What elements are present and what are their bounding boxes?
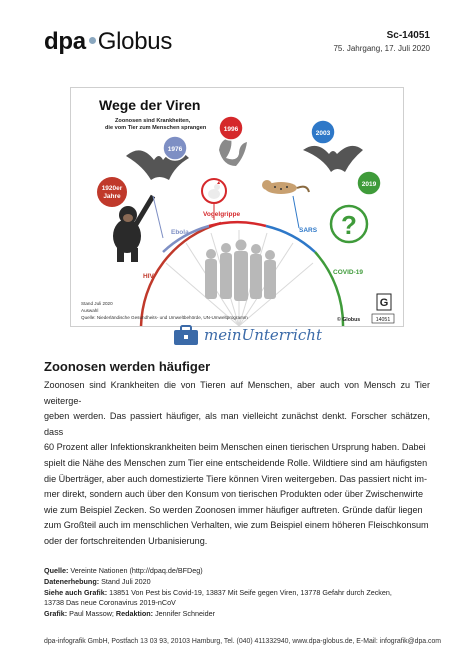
redaktion-label: Redaktion: — [115, 609, 154, 619]
daten-label: Datenerhebung: — [44, 576, 100, 586]
logo-globus: Globus — [97, 28, 173, 55]
briefcase-icon — [172, 323, 200, 347]
daten-value: Stand Juli 2020 — [101, 576, 151, 586]
article-line: zum Großteil auch im menschlichen Verhalten, wie zum Beispiel einem höheren Fleischkonsum — [44, 520, 429, 531]
graphic-auswahl: Auswahl — [81, 308, 99, 313]
unknown-mark: ? — [341, 210, 357, 240]
article-title: Zoonosen werden häufiger — [44, 359, 211, 374]
grafik-value: Paul Massow; — [69, 609, 114, 619]
source-siehe-2: 13738 Das neue Coronavirus 2019-nCoV — [44, 598, 176, 608]
label-sars: SARS — [299, 227, 318, 234]
source-siehe — [44, 588, 444, 599]
graphic-stand: Stand Juli 2020 — [81, 301, 113, 306]
globus-credit: © Globus — [337, 317, 361, 323]
year-1920-jahre: Jahre — [103, 193, 121, 200]
article-line: spielt die Nähe des Menschen zum Tier eine entscheidende Rolle. Wildtiere sind am häufigsten — [44, 457, 428, 468]
article-line: geben werden. Das passiert häufiger, als man vielleicht zunächst denkt. Forscher schätzen, dass — [44, 411, 430, 437]
article-line: mer direkt, sondern auch über den Konsum von tierischen Produkten oder über Zwischenwirte — [44, 489, 424, 500]
badge-1920 — [97, 177, 127, 207]
graphic-title: Wege der Viren — [99, 97, 201, 113]
connector-sars — [293, 196, 299, 228]
chimpanzee-icon — [113, 196, 153, 262]
article-line: oder der fortschreitenden Urbanisierung. — [44, 535, 208, 546]
watermark-text: meinUnterricht — [204, 326, 322, 344]
edition-date: 75. Jahrgang, 17. Juli 2020 — [333, 44, 430, 53]
globus-g-icon: G — [379, 297, 389, 309]
article-line: die Überträger, aber auch domestizierte Tiere können Viren weitergeben. Das passiert nicht im- — [44, 473, 427, 484]
watermark — [168, 322, 322, 348]
source-datenerhebung — [44, 577, 444, 588]
logo-dpa: dpa — [44, 28, 86, 55]
dpa-globus-logo — [44, 28, 172, 56]
connector-ebola — [153, 196, 163, 238]
year-1976: 1976 — [167, 146, 183, 153]
article-body — [44, 378, 430, 550]
year-1996: 1996 — [223, 126, 239, 133]
quelle-label: Quelle: — [44, 566, 69, 575]
document-code: Sc-14051 — [386, 30, 430, 41]
label-ebola: Ebola — [171, 229, 189, 236]
year-1920: 1920er — [101, 185, 123, 192]
civet-icon — [262, 180, 309, 194]
quelle-link[interactable]: Vereinte Nationen (http://dpaq.de/BFDeg) — [70, 566, 203, 575]
infographic-svg — [71, 88, 404, 327]
source-grafik — [44, 609, 444, 620]
siehe-value-1: 13851 Von Pest bis Covid-19, 13837 Mit Seife gegen Viren, 13778 Gefahr durch Zecken, — [109, 587, 392, 597]
grafik-label: Grafik: — [44, 609, 68, 619]
siehe-label: Siehe auch Grafik: — [44, 587, 108, 597]
year-2003: 2003 — [315, 130, 331, 137]
redaktion-value: Jennifer Schneider — [155, 609, 215, 619]
infographic — [70, 87, 404, 327]
graphic-quelle: Quelle: Niederländische Gesundheits- und Umweltbehörde, UN-Umweltprogramm — [81, 315, 248, 320]
article-line: Zoonosen sind Krankheiten die von Tieren auf Menschen, aber auch von Mensch zu Tier weiterge- — [44, 380, 430, 406]
globus-number: 14051 — [375, 317, 391, 323]
chicken-icon — [202, 179, 226, 203]
source-quelle — [44, 566, 444, 577]
sources-block — [44, 566, 444, 620]
article-line: wie zum Beispiel Zecken. So werden Zoonosen immer häufiger auftreten. Gründe dafür liegen — [44, 504, 423, 515]
label-hiv: HIV — [143, 273, 154, 280]
bat-2019-icon — [303, 146, 363, 172]
arc-vogelgrippe — [209, 222, 266, 226]
label-vogelgrippe: Vogelgrippe — [203, 211, 241, 218]
logo-dot-icon — [89, 37, 96, 44]
page-header — [0, 0, 474, 70]
arc-covid — [315, 252, 343, 327]
graphic-subtitle-2: die vom Tier zum Menschen sprangen — [105, 125, 207, 131]
graphic-subtitle-1: Zoonosen sind Krankheiten, — [115, 118, 191, 124]
year-2019: 2019 — [361, 181, 377, 188]
goose-icon — [219, 138, 247, 166]
article-line: 60 Prozent aller Infektionskrankheiten beim Menschen einen tierischen Ursprung haben. Dabei — [44, 442, 426, 453]
label-covid: COVID-19 — [333, 269, 363, 276]
page-footer: dpa-infografik GmbH, Postfach 13 03 93, 20103 Hamburg, Tel. (040) 411332940, www.dpa-globus.de, E-Mail: infografik@dpa.com — [44, 638, 442, 645]
